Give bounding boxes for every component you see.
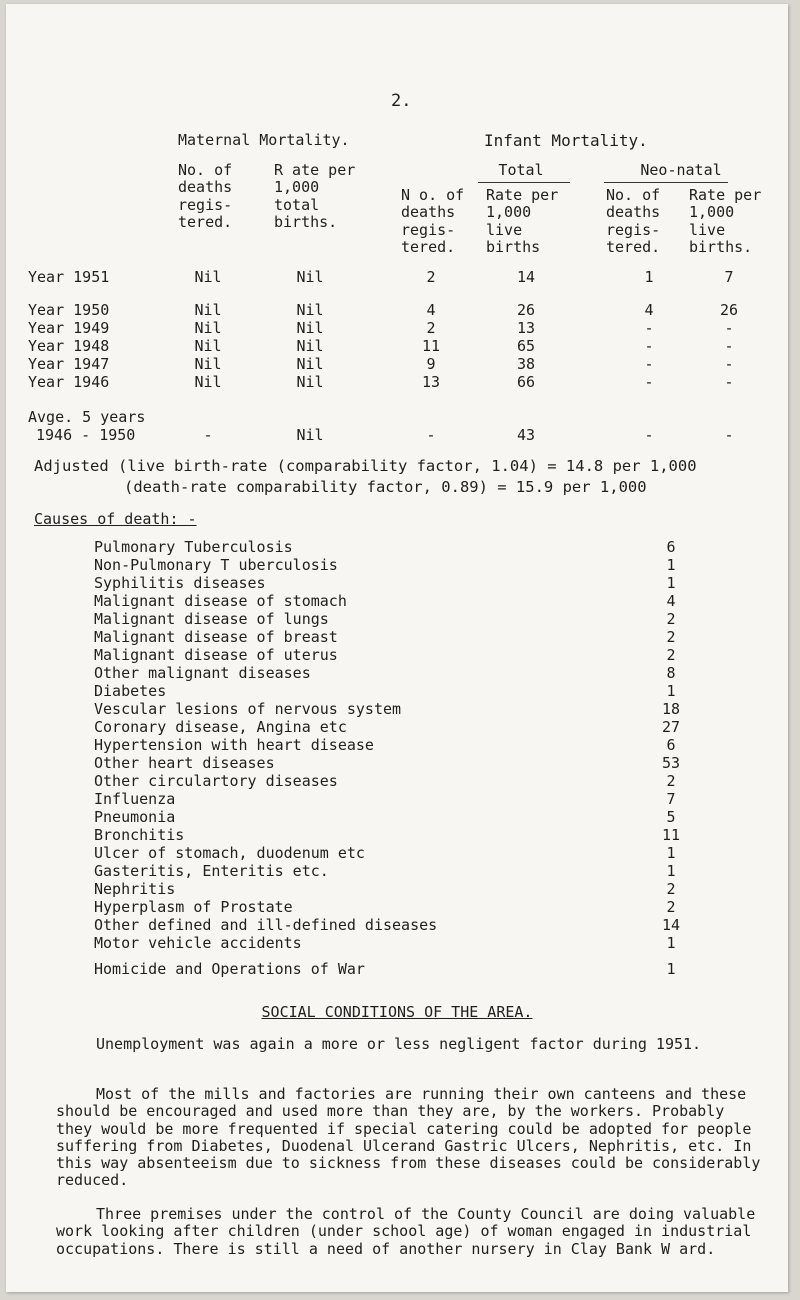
cell-infant-deaths: 11 [421,337,441,355]
list-item [94,755,684,773]
row-label: Year 1948 [28,337,110,355]
header-line: live [689,220,726,239]
list-item [94,845,684,863]
list-item [94,881,684,899]
row-label: Year 1951 [28,268,110,286]
cause-count: 2 [658,629,684,646]
cause-count: 27 [658,719,684,736]
cause-count: 7 [658,791,684,808]
cause-count: 5 [658,809,684,826]
cause-name: Pulmonary Tuberculosis ..... [94,539,654,557]
cause-count: 2 [658,899,684,916]
cause-count: 1 [658,863,684,880]
cell-neonatal-deaths: 4 [644,301,654,319]
cause-count: 2 [658,611,684,628]
cell-maternal-deaths: Nil [194,268,222,286]
cause-name: Non-Pulmonary T uberculosis ..... [94,557,654,575]
cause-count: 1 [658,961,684,978]
row-label: 1946 - 1950 [36,426,136,444]
list-item [94,575,684,593]
cause-name: Influenza ..... [94,791,654,809]
header-line: regis- [401,220,456,239]
header-line: tered. [606,237,661,256]
cell-infant-rate: 26 [516,301,536,319]
adjusted-line-1: Adjusted (live birth-rate (comparability factor, 1.04) = 14.8 per 1,000 [34,457,697,475]
table-row [6,356,788,376]
cell-infant-deaths: 2 [426,319,436,337]
list-item [94,961,684,979]
infant-total-heading: Total [498,161,544,179]
header-line: 1,000 [689,203,735,222]
cause-name: Hypertension with heart disease ..... [94,737,654,755]
list-item [94,863,684,881]
cell-neonatal-deaths: - [644,426,654,444]
cell-infant-rate: 14 [516,268,536,286]
cell-maternal-deaths: Nil [194,319,222,337]
cause-count: 1 [658,845,684,862]
cell-maternal-rate: Nil [296,355,324,373]
header-line: 1,000 [486,203,532,222]
table-row [6,338,788,358]
cell-neonatal-rate: 26 [719,301,739,319]
cause-name: Malignant disease of uterus ..... [94,647,654,665]
cell-maternal-deaths: Nil [194,373,222,391]
list-item [94,611,684,629]
list-item [94,935,684,953]
cell-infant-deaths: - [426,426,436,444]
header-line: N o. of [401,186,465,204]
list-item [94,899,684,917]
page-number: 2. [391,91,412,111]
list-item [94,791,684,809]
header-line: births. [689,237,753,256]
cell-neonatal-deaths: - [644,319,654,337]
cell-maternal-rate: Nil [296,268,324,286]
header-line: live [486,220,523,239]
cause-count: 4 [658,593,684,610]
cause-name: Malignant disease of lungs ..... [94,611,654,629]
row-label: Year 1950 [28,301,110,319]
maternal-col-deaths-header [178,162,232,231]
cell-neonatal-rate: - [724,355,734,373]
cause-count: 1 [658,935,684,952]
infant-col-neonatal-rate-header [689,187,761,256]
cell-infant-deaths: 9 [426,355,436,373]
cell-neonatal-rate: 7 [724,268,734,286]
header-line: births. [274,212,338,231]
list-item [94,773,684,791]
row-label: Year 1949 [28,319,110,337]
cell-neonatal-rate: - [724,337,734,355]
cell-maternal-deaths: Nil [194,301,222,319]
header-line: deaths [178,178,233,197]
cell-infant-deaths: 4 [426,301,436,319]
infant-col-total-deaths-header [401,187,464,256]
document-page [6,4,788,1292]
maternal-col-rate-header [274,162,355,231]
header-line: regis- [178,195,233,214]
list-item [94,629,684,647]
list-item [94,593,684,611]
neonatal-underline [604,182,728,183]
cell-neonatal-rate: - [724,319,734,337]
adjusted-line-2: (death-rate comparability factor, 0.89) = 15.9 per 1,000 [124,478,647,496]
cause-name: Bronchitis ..... [94,827,654,845]
cause-name: Coronary disease, Angina etc ..... [94,719,654,737]
header-line: deaths [606,203,661,222]
table-row [6,302,788,322]
header-line: tered. [401,237,456,256]
row-label: Year 1946 [28,373,110,391]
cell-infant-rate: 13 [516,319,536,337]
cell-infant-rate: 43 [516,426,536,444]
list-item [94,665,684,683]
list-item [94,827,684,845]
causes-heading: Causes of death: - [34,510,197,528]
social-paragraph-3: Three premises under the control of the County Council are doing valuable work looking after children (under school age) of woman engaged in industrial occupations. There is still a need of another nursery in Clay Bank W ard. [56,1205,756,1258]
cause-count: 53 [658,755,684,772]
cause-name: Malignant disease of breast ..... [94,629,654,647]
cell-maternal-rate: Nil [296,373,324,391]
cause-count: 18 [658,701,684,718]
list-item [94,557,684,575]
cause-count: 2 [658,773,684,790]
cell-maternal-deaths: Nil [194,337,222,355]
cause-name: Pneumonia ..... [94,809,654,827]
cell-maternal-rate: Nil [296,319,324,337]
infant-neonatal-heading: Neo-natal [640,161,722,179]
infant-mortality-heading: Infant Mortality. [484,131,648,150]
cause-name: Other malignant diseases ..... [94,665,654,683]
list-item [94,737,684,755]
cause-count: 1 [658,575,684,592]
cell-maternal-deaths: - [203,426,213,444]
cell-maternal-rate: Nil [296,301,324,319]
list-item [94,701,684,719]
table-row [6,320,788,340]
list-item [94,647,684,665]
cause-count: 11 [658,827,684,844]
cell-maternal-deaths: Nil [194,355,222,373]
maternal-mortality-heading: Maternal Mortality. [178,131,350,149]
header-line: regis- [606,220,661,239]
header-line: No. of [178,161,233,179]
table-row [6,269,788,289]
cause-name: Other circulartory diseases ..... [94,773,654,791]
cause-name: Homicide and Operations of War [94,961,365,978]
cause-name: Syphilitis diseases ..... [94,575,654,593]
cause-count: 14 [658,917,684,934]
infant-col-neonatal-deaths-header [606,187,660,256]
list-item [94,683,684,701]
cause-name: Hyperplasm of Prostate [94,899,293,916]
cause-count: 6 [658,539,684,556]
header-line: births [486,237,541,256]
cause-name: Motor vehicle accidents ..... [94,935,654,953]
social-conditions-heading: SOCIAL CONDITIONS OF THE AREA. [261,1003,533,1021]
cell-neonatal-rate: - [724,373,734,391]
cell-maternal-rate: Nil [296,337,324,355]
cause-count: 2 [658,881,684,898]
social-paragraph-1: Unemployment was again a more or less negligent factor during 1951. [96,1035,702,1053]
cause-name: Vescular lesions of nervous system ..... [94,701,654,719]
cell-neonatal-rate: - [724,426,734,444]
cause-count: 1 [658,557,684,574]
cause-name: Ulcer of stomach, duodenum etc ..... [94,845,654,863]
table-row [6,374,788,394]
header-line: R ate per [274,161,356,179]
social-paragraph-2: Most of the mills and factories are running their own canteens and these should be encouraged and used more than they are, by the workers. Probably they would be more frequented if special catering could be adopted for people suffering from Diabetes, Duodenal Ulcerand Gastric Ulcers, Nephritis, etc. In this way absenteeism due to sickness from these diseases could be considerably reduced. [56,1085,761,1190]
header-line: No. of [606,186,661,204]
cell-infant-deaths: 2 [426,268,436,286]
cell-neonatal-deaths: - [644,355,654,373]
header-line: tered. [178,212,233,231]
header-line: Rate per [486,186,559,204]
list-item [94,917,684,935]
cell-neonatal-deaths: - [644,337,654,355]
cell-neonatal-deaths: 1 [644,268,654,286]
list-item [94,719,684,737]
cause-count: 1 [658,683,684,700]
cause-count: 6 [658,737,684,754]
total-underline [478,182,570,183]
cause-name: Nephritis [94,881,176,898]
cell-infant-rate: 38 [516,355,536,373]
header-line: 1,000 [274,178,320,197]
list-item [94,539,684,557]
row-label: Avge. 5 years [28,408,146,426]
row-label: Year 1947 [28,355,110,373]
header-line: Rate per [689,186,762,204]
cell-infant-rate: 65 [516,337,536,355]
infant-col-total-rate-header [486,187,558,256]
cause-name: Other heart diseases ..... [94,755,654,773]
header-line: total [274,195,320,214]
cause-count: 2 [658,647,684,664]
cause-name: Malignant disease of stomach ..... [94,593,654,611]
causes-list [94,539,684,979]
header-line: deaths [401,203,456,222]
cause-count: 8 [658,665,684,682]
cause-name: Gasteritis, Enteritis etc. [94,863,329,880]
cell-infant-deaths: 13 [421,373,441,391]
list-item [94,809,684,827]
cell-neonatal-deaths: - [644,373,654,391]
cell-maternal-rate: Nil [296,426,324,444]
cause-name: Diabetes ..... [94,683,654,701]
cause-name: Other defined and ill-defined diseases ..... [94,917,654,935]
table-row-average [6,409,788,447]
cell-infant-rate: 66 [516,373,536,391]
